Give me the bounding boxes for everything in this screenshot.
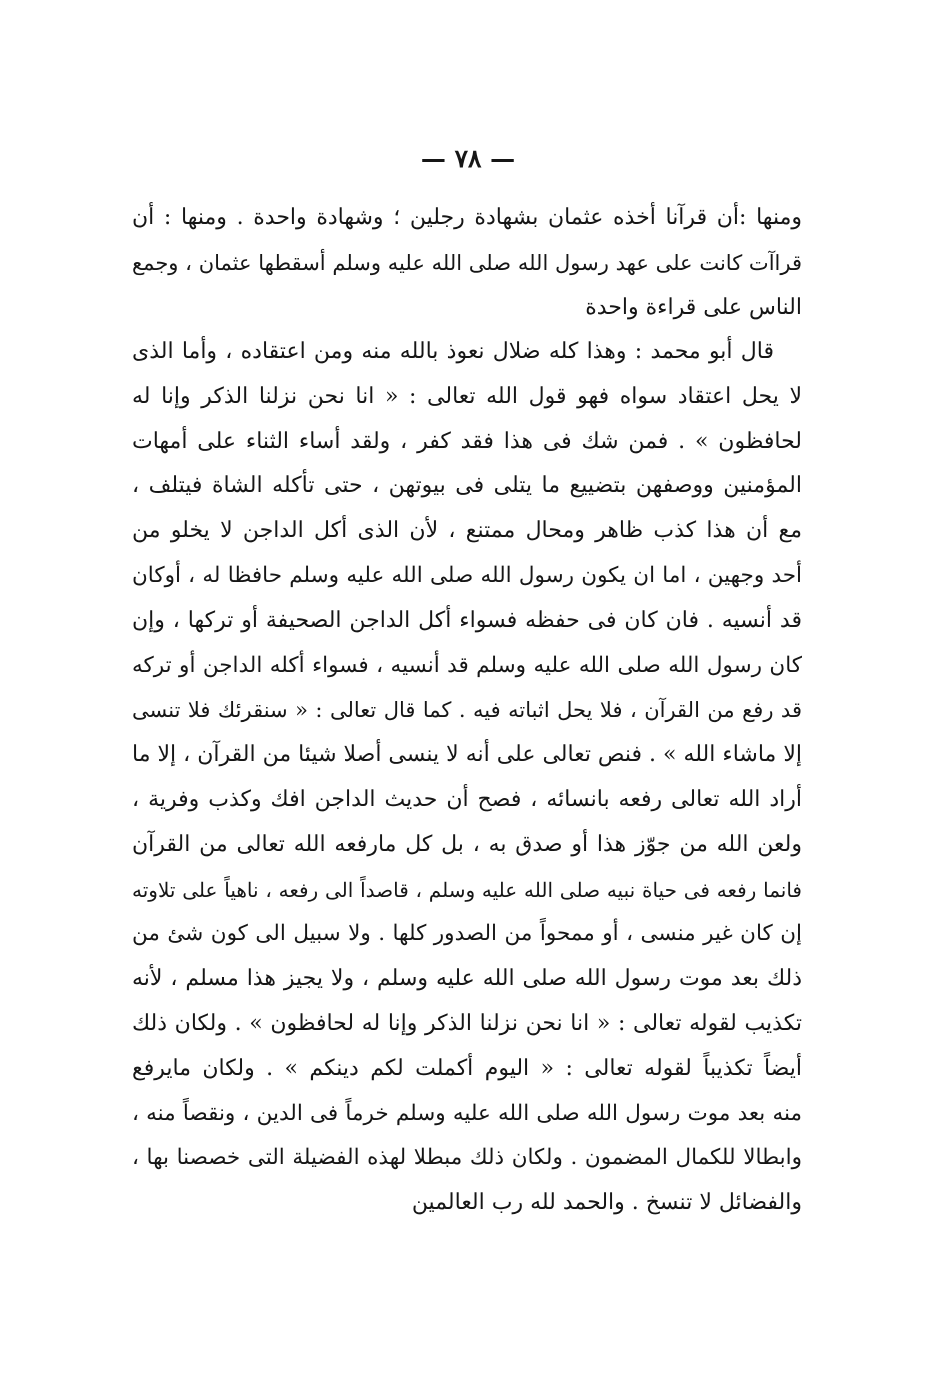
text-line: ذلك بعد موت رسول الله صلى الله عليه وسلم ، ولا يجيز هذا مسلم ، لأنه [132,966,802,992]
text-line: ومنها :أن قرآنا أخذه عثمان بشهادة رجلين ؛ وشهادة واحدة . ومنها : أن [132,205,802,230]
text-line: مع أن هذا كذب ظاهر ومحال ممتنع ، لأن الذى أكل الداجن لا يخلو من [132,518,802,544]
text-line: كان رسول الله صلى الله عليه وسلم قد أنسيه ، فسواء أكله الداجن أو تركه [132,652,802,678]
text-line: قد رفع من القرآن ، فلا يحل اثباته فيه . كما قال تعالى : « سنقرئك فلا تنسى [132,698,802,723]
text-line: المؤمنين ووصفهن بتضييع ما يتلى فى بيوتهن ، حتى تأكله الشاة فيتلف ، [132,473,802,499]
paragraph-2 [132,330,802,1226]
text-line: أيضاً تكذيباً لقوله تعالى : « اليوم أكملت لكم دينكم » . ولكان مايرفع [132,1055,802,1081]
page-number: — ٧٨ — [420,144,516,173]
text-line: تكذيب لقوله تعالى : « انا نحن نزلنا الذكر وإنا له لحافظون » . ولكان ذلك [132,1010,802,1036]
text-line: أحد وجهين ، اما ان يكون رسول الله صلى الله عليه وسلم حافظا له ، أوكان [132,562,802,588]
text-line: قراآت كانت على عهد رسول الله صلى الله عليه وسلم أسقطها عثمان ، وجمع [132,250,802,275]
text-line: أراد الله تعالى رفعه بانسائه ، فصح أن حديث الداجن افك وكذب وفرية ، [132,786,802,812]
text-line: الناس على قراءة واحدة [585,294,802,320]
text-line: إلا ماشاء الله » . فنص تعالى على أنه لا ينسى أصلا شيئا من القرآن ، إلا ما [132,742,802,768]
text-line: وابطالا للكمال المضمون . ولكان ذلك مبطلا لهذه الفضيلة التى خصصنا بها ، [132,1145,802,1171]
text-line: ولعن الله من جوّز هذا أو صدق به ، بل كل مارفعه الله تعالى من القرآن [132,831,802,857]
text-line: قد أنسيه . فان كان فى حفظه فسواء أكل الداجن الصحيفة أو تركها ، وإن [132,607,802,633]
text-line: منه بعد موت رسول الله صلى الله عليه وسلم خرماً فى الدين ، ونقصاً منه ، [132,1100,802,1126]
text-line: قال أبو محمد : وهذا كله ضلال نعوذ بالله منه ومن اعتقاده ، وأما الذى [132,339,774,364]
text-line: والفضائل لا تنسخ . والحمد لله رب العالمين [411,1190,802,1216]
paragraph-1 [132,196,802,330]
text-line: لحافظون » . فمن شك فى هذا فقد كفر ، ولقد أساء الثناء على أمهات [132,428,802,454]
text-line: فانما رفعه فى حياة نبيه صلى الله عليه وسلم ، قاصداً الى رفعه ، ناهياً على تلاوته [132,877,802,902]
text-line: إن كان غير منسى ، أو ممحواً من الصدور كلها . ولا سبيل الى كون شئ من [132,921,802,947]
text-line: لا يحل اعتقاد سواه فهو قول الله تعالى : « انا نحن نزلنا الذكر وإنا له [132,383,802,409]
